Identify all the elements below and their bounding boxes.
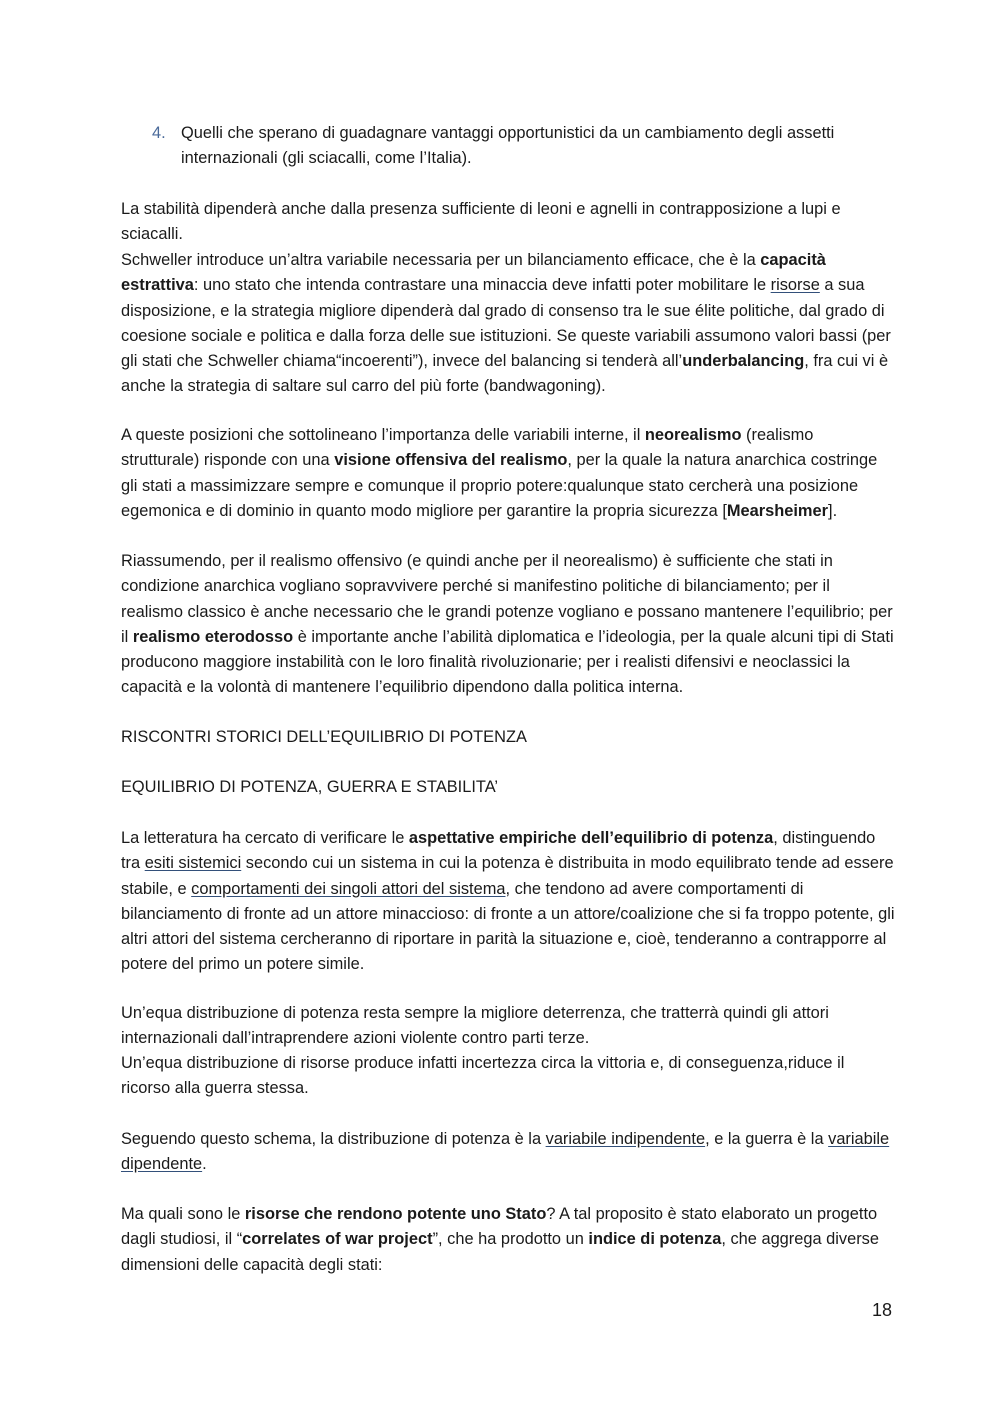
bold-term: aspettative empiriche dell’equilibrio di potenza bbox=[408, 829, 774, 847]
paragraph-text: , e la guerra è la bbox=[705, 1130, 829, 1148]
paragraph-text: Un’equa distribuzione di risorse produce infatti incertezza circa la vittoria e, di conseguenza,riduce il ricorso alla guerra stessa. bbox=[121, 1054, 845, 1098]
bold-term: correlates of war project bbox=[242, 1230, 433, 1249]
paragraph-text: Riassumendo, per il realismo offensivo (e quindi anche per il neorealismo) è sufficiente che stati in condizione anarchica vogliano sopravvivere perché si manifestino politiche di bilanciamento; per il realismo classico è anche necessario che le grandi potenze vogliano e possano mantenere l’equilibrio; per il bbox=[121, 552, 893, 646]
page-number: 18 bbox=[871, 1300, 892, 1320]
paragraph-stability bbox=[121, 197, 896, 248]
underlined-term: esiti sistemici bbox=[144, 854, 242, 873]
underlined-term: risorse bbox=[770, 276, 820, 295]
paragraph-text: Un’equa distribuzione di potenza resta sempre la migliore deterrenza, che tratterrà quindi gli attori internazionali dall’intraprendere azioni violente contro parti terze. bbox=[121, 1004, 829, 1048]
paragraph-text: ? A tal proposito è stato elaborato un progetto dagli studiosi, il “ bbox=[121, 1205, 878, 1249]
paragraph-text: , per la quale la natura anarchica costringe gli stati a massimizzare sempre e comunque il proprio potere:qualunque stato cercherà una posizione egemonica e di dominio in quanto modo migliore per garantire la propria sicurezza [ bbox=[121, 451, 878, 520]
paragraph-text: La stabilità dipenderà anche dalla presenza sufficiente di leoni e agnelli in contrapposizione a lupi e sciacalli. bbox=[121, 200, 841, 244]
paragraph-text: , che aggrega diverse dimensioni delle capacità degli stati: bbox=[121, 1230, 879, 1274]
paragraph-text: : uno stato che intenda contrastare una minaccia deve infatti poter mobilitare le bbox=[193, 276, 771, 295]
bold-term: realismo eterodosso bbox=[132, 627, 294, 646]
paragraph-text: a sua disposizione, e la strategia migliore dipenderà dal grado di consenso tra le sue élite politiche, dal grado di coesione sociale e politica e dalla forza delle sue istituzioni. Se queste variabili assumono valori bassi (per gli stati che Schweller chiama“incoerenti”), invece del balancing si tenderà all’ bbox=[121, 276, 891, 371]
paragraph-literature bbox=[121, 826, 896, 978]
underlined-term: variabile indipendente bbox=[545, 1130, 706, 1148]
bold-term: indice di potenza bbox=[588, 1230, 722, 1249]
paragraph-deterrence bbox=[121, 1001, 896, 1052]
bold-term: visione offensiva del realismo bbox=[334, 451, 568, 470]
paragraph-summary bbox=[121, 549, 896, 701]
paragraph-variables bbox=[121, 1127, 896, 1178]
paragraph-text: è importante anche l’abilità diplomatica e l’ideologia, per la quale alcuni tipi di Stati producono maggiore instabilità con le loro finalità rivoluzionarie; per i realisti difensivi e neoclassici la capacità e la volontà di mantenere l’equilibrio dipendono dalla politica interna. bbox=[121, 627, 894, 697]
paragraph-text: A queste posizioni che sottolineano l’importanza delle variabili interne, il bbox=[121, 426, 645, 444]
paragraph-text: Ma quali sono le bbox=[121, 1205, 245, 1223]
paragraph-text: , fra cui vi è anche la strategia di saltare sul carro del più forte (bandwagoning). bbox=[121, 352, 889, 396]
paragraph-schweller bbox=[121, 248, 896, 400]
section-heading: RISCONTRI STORICI DELL’EQUILIBRIO DI POTENZA bbox=[121, 728, 527, 746]
paragraph-text: ”, che ha prodotto un bbox=[432, 1230, 589, 1249]
underlined-term: variabile dipendente bbox=[121, 1130, 890, 1174]
paragraph-text: (realismo strutturale) risponde con una bbox=[121, 426, 814, 470]
paragraph-text: ]. bbox=[828, 501, 838, 520]
paragraph-text: . bbox=[202, 1155, 207, 1174]
bold-term: Mearsheimer bbox=[726, 501, 829, 520]
paragraph-neorealism bbox=[121, 423, 896, 524]
bold-term: risorse che rendono potente uno Stato bbox=[244, 1205, 547, 1223]
paragraph-text: Seguendo questo schema, la distribuzione di potenza è la bbox=[121, 1130, 546, 1148]
paragraph-text: secondo cui un sistema in cui la potenza è distribuita in modo equilibrato tende ad essere stabile, e bbox=[121, 854, 894, 898]
list-item-text: Quelli che sperano di guadagnare vantaggi opportunistici da un cambiamento degli assetti internazionali (gli sciacalli, come l’Italia). bbox=[181, 124, 835, 168]
bold-term: capacità estrattiva bbox=[121, 251, 826, 295]
bold-term: neorealismo bbox=[644, 426, 742, 444]
paragraph-power-index bbox=[121, 1202, 896, 1278]
bold-term: underbalancing bbox=[682, 352, 805, 371]
paragraph-text: Schweller introduce un’altra variabile necessaria per un bilanciamento efficace, che è la bbox=[121, 251, 761, 269]
list-number: 4. bbox=[152, 124, 166, 142]
subsection-heading: EQUILIBRIO DI POTENZA, GUERRA E STABILITA’ bbox=[121, 778, 499, 796]
paragraph-text: La letteratura ha cercato di verificare le bbox=[121, 829, 409, 847]
paragraph-text: , che tendono ad avere comportamenti di bilanciamento di fronte ad un attore minaccioso: di fronte a un attore/coalizione che si fa troppo potente, gli altri attori del sistema cercheranno di riportare in parità la situazione e, cioè, tenderanno a contrapporre al potere del primo un potere simile. bbox=[121, 879, 895, 974]
underlined-term: comportamenti dei singoli attori del sistema bbox=[191, 879, 506, 898]
paragraph-resources bbox=[121, 1051, 896, 1102]
paragraph-text: , distinguendo tra bbox=[121, 829, 876, 873]
